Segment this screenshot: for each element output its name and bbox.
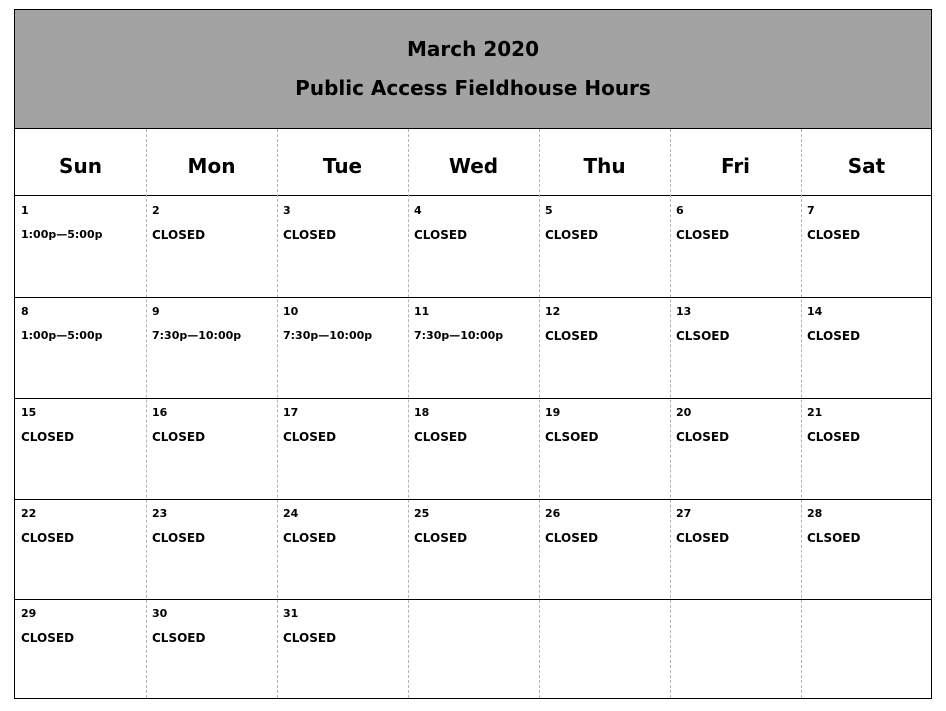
day-cell-7: [801, 196, 932, 297]
day-number: 15: [21, 406, 37, 419]
closed-status: CLOSED: [545, 329, 599, 343]
day-cell-12: [539, 297, 670, 398]
day-number: 23: [152, 507, 168, 520]
day-cell-5: [539, 196, 670, 297]
day-number: 2: [152, 204, 160, 217]
closed-status: CLOSED: [152, 228, 206, 242]
day-number: 25: [414, 507, 430, 520]
day-number: 5: [545, 204, 553, 217]
day-cell-31: [277, 599, 408, 698]
closed-status: CLOSED: [414, 430, 468, 444]
closed-status: CLOSED: [21, 531, 75, 545]
day-cell-3: [277, 196, 408, 297]
day-number: 22: [21, 507, 37, 520]
closed-status: CLOSED: [545, 228, 599, 242]
day-cell-10: [277, 297, 408, 398]
closed-status: CLOSED: [676, 430, 730, 444]
week-divider: [15, 599, 931, 600]
open-hours: 7:30p—10:00p: [152, 329, 242, 342]
day-number: 11: [414, 305, 430, 318]
day-cell-24: [277, 499, 408, 599]
week-divider: [15, 297, 931, 298]
day-cell-22: [15, 499, 146, 599]
calendar-month-title: March 2020: [407, 37, 539, 61]
open-hours: 7:30p—10:00p: [283, 329, 373, 342]
empty-day-cell: [801, 599, 932, 698]
day-number: 7: [807, 204, 815, 217]
calendar-subtitle: Public Access Fieldhouse Hours: [295, 76, 651, 100]
day-number: 19: [545, 406, 561, 419]
day-cell-26: [539, 499, 670, 599]
day-number: 30: [152, 607, 168, 620]
week-divider: [15, 398, 931, 399]
day-cell-27: [670, 499, 801, 599]
closed-status: CLOSED: [807, 430, 861, 444]
column-divider: [408, 129, 409, 698]
day-cell-2: [146, 196, 277, 297]
day-number: 8: [21, 305, 29, 318]
day-cell-18: [408, 398, 539, 499]
weekday-mon: Mon: [187, 154, 236, 178]
open-hours: 1:00p—5:00p: [21, 228, 103, 241]
day-cell-1: [15, 196, 146, 297]
weekday-sun: Sun: [59, 154, 102, 178]
day-cell-28: [801, 499, 932, 599]
open-hours: 7:30p—10:00p: [414, 329, 504, 342]
column-divider: [146, 129, 147, 698]
day-cell-21: [801, 398, 932, 499]
day-number: 26: [545, 507, 561, 520]
closed-status: CLOSED: [414, 531, 468, 545]
week-divider: [15, 499, 931, 500]
day-number: 3: [283, 204, 291, 217]
closed-status: CLOSED: [807, 228, 861, 242]
day-number: 1: [21, 204, 29, 217]
day-cell-13: [670, 297, 801, 398]
weekday-sat: Sat: [847, 154, 886, 178]
day-number: 18: [414, 406, 430, 419]
closed-status: CLOSED: [283, 631, 337, 645]
day-cell-6: [670, 196, 801, 297]
day-cell-9: [146, 297, 277, 398]
closed-status: CLSOED: [676, 329, 730, 343]
closed-status: CLOSED: [414, 228, 468, 242]
day-number: 20: [676, 406, 692, 419]
closed-status: CLSOED: [545, 430, 599, 444]
day-number: 13: [676, 305, 692, 318]
column-divider: [277, 129, 278, 698]
day-cell-8: [15, 297, 146, 398]
weekday-tue: Tue: [322, 154, 363, 178]
column-divider: [801, 129, 802, 698]
weekday-fri: Fri: [720, 154, 751, 178]
day-cell-4: [408, 196, 539, 297]
day-number: 12: [545, 305, 561, 318]
day-number: 21: [807, 406, 823, 419]
closed-status: CLOSED: [152, 531, 206, 545]
day-cell-19: [539, 398, 670, 499]
day-number: 28: [807, 507, 823, 520]
closed-status: CLOSED: [283, 430, 337, 444]
closed-status: CLOSED: [545, 531, 599, 545]
closed-status: CLSOED: [807, 531, 861, 545]
weekday-header-row: [15, 129, 931, 196]
open-hours: 1:00p—5:00p: [21, 329, 103, 342]
day-number: 24: [283, 507, 299, 520]
day-cell-14: [801, 297, 932, 398]
day-number: 10: [283, 305, 299, 318]
day-number: 4: [414, 204, 422, 217]
day-cell-29: [15, 599, 146, 698]
closed-status: CLOSED: [21, 631, 75, 645]
day-number: 16: [152, 406, 168, 419]
day-cell-16: [146, 398, 277, 499]
day-cell-20: [670, 398, 801, 499]
day-cell-30: [146, 599, 277, 698]
closed-status: CLOSED: [283, 531, 337, 545]
closed-status: CLOSED: [283, 228, 337, 242]
day-cell-11: [408, 297, 539, 398]
empty-day-cell: [408, 599, 539, 698]
day-number: 9: [152, 305, 160, 318]
day-number: 29: [21, 607, 37, 620]
day-number: 27: [676, 507, 692, 520]
day-number: 31: [283, 607, 299, 620]
closed-status: CLSOED: [152, 631, 206, 645]
day-cell-25: [408, 499, 539, 599]
day-cell-15: [15, 398, 146, 499]
closed-status: CLOSED: [807, 329, 861, 343]
closed-status: CLOSED: [676, 228, 730, 242]
column-divider: [539, 129, 540, 698]
weekday-thu: Thu: [583, 154, 626, 178]
weekday-wed: Wed: [448, 154, 499, 178]
day-cell-17: [277, 398, 408, 499]
closed-status: CLOSED: [21, 430, 75, 444]
day-cell-23: [146, 499, 277, 599]
closed-status: CLOSED: [152, 430, 206, 444]
empty-day-cell: [539, 599, 670, 698]
calendar: [14, 9, 932, 699]
day-number: 17: [283, 406, 299, 419]
calendar-header: [15, 10, 931, 129]
column-divider: [670, 129, 671, 698]
day-number: 14: [807, 305, 823, 318]
closed-status: CLOSED: [676, 531, 730, 545]
day-number: 6: [676, 204, 684, 217]
empty-day-cell: [670, 599, 801, 698]
